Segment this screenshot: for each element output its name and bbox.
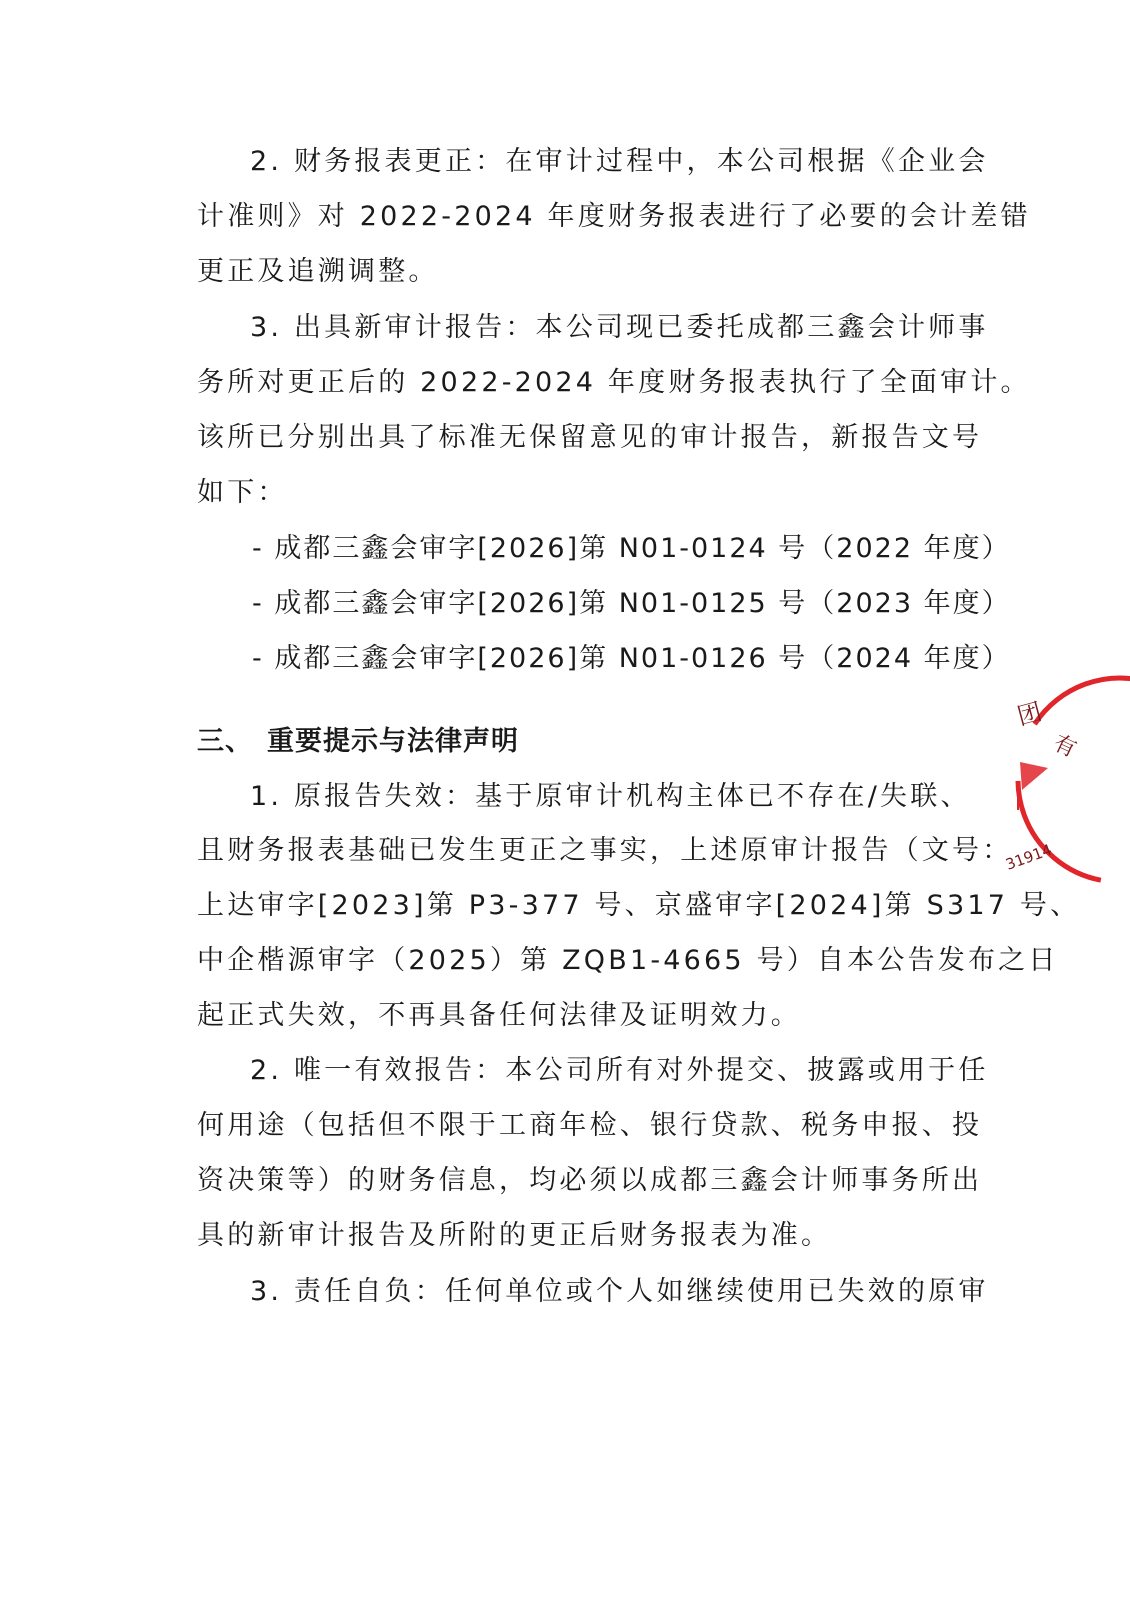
paragraph-line: 3. 责任自负：任何单位或个人如继续使用已失效的原审	[250, 1276, 989, 1307]
company-seal-icon	[1000, 670, 1130, 890]
paragraph-line: 资决策等）的财务信息，均必须以成都三鑫会计师事务所出	[197, 1165, 983, 1196]
paragraph-line: 1. 原报告失效：基于原审计机构主体已不存在/失联、	[250, 781, 971, 812]
svg-text:有: 有	[1049, 730, 1080, 763]
section-number: 三、	[197, 726, 253, 757]
paragraph-line: 如下：	[197, 477, 288, 508]
paragraph-line: 具的新审计报告及所附的更正后财务报表为准。	[197, 1220, 832, 1251]
section-heading	[197, 722, 519, 762]
svg-text:31914: 31914	[1003, 840, 1055, 874]
paragraph-line: 起正式失效，不再具备任何法律及证明效力。	[197, 1000, 801, 1031]
report-number-item: - 成都三鑫会审字[2026]第 N01-0126 号（2024 年度）	[252, 643, 1011, 674]
paragraph-line: 计准则》对 2022-2024 年度财务报表进行了必要的会计差错	[197, 201, 1031, 232]
report-number-item: - 成都三鑫会审字[2026]第 N01-0125 号（2023 年度）	[252, 588, 1011, 619]
paragraph-line: 何用途（包括但不限于工商年检、银行贷款、税务申报、投	[197, 1110, 983, 1141]
report-number-item: - 成都三鑫会审字[2026]第 N01-0124 号（2022 年度）	[252, 533, 1011, 564]
paragraph-line: 务所对更正后的 2022-2024 年度财务报表执行了全面审计。	[197, 367, 1031, 398]
paragraph-line: 且财务报表基础已发生更正之事实，上述原审计报告（文号：	[197, 835, 1013, 866]
paragraph-line: 3. 出具新审计报告：本公司现已委托成都三鑫会计师事	[250, 312, 989, 343]
paragraph-line: 该所已分别出具了标准无保留意见的审计报告，新报告文号	[197, 422, 983, 453]
paragraph-line: 2. 唯一有效报告：本公司所有对外提交、披露或用于任	[250, 1055, 989, 1086]
svg-text:团: 团	[1014, 697, 1045, 731]
paragraph-line: 中企楷源审字（2025）第 ZQB1-4665 号）自本公告发布之日	[197, 945, 1059, 976]
paragraph-line: 上达审字[2023]第 P3-377 号、京盛审字[2024]第 S317 号、	[197, 890, 1081, 921]
paragraph-line: 2. 财务报表更正：在审计过程中，本公司根据《企业会	[250, 146, 989, 177]
paragraph-line: 更正及追溯调整。	[197, 256, 439, 287]
section-title: 重要提示与法律声明	[267, 726, 519, 757]
